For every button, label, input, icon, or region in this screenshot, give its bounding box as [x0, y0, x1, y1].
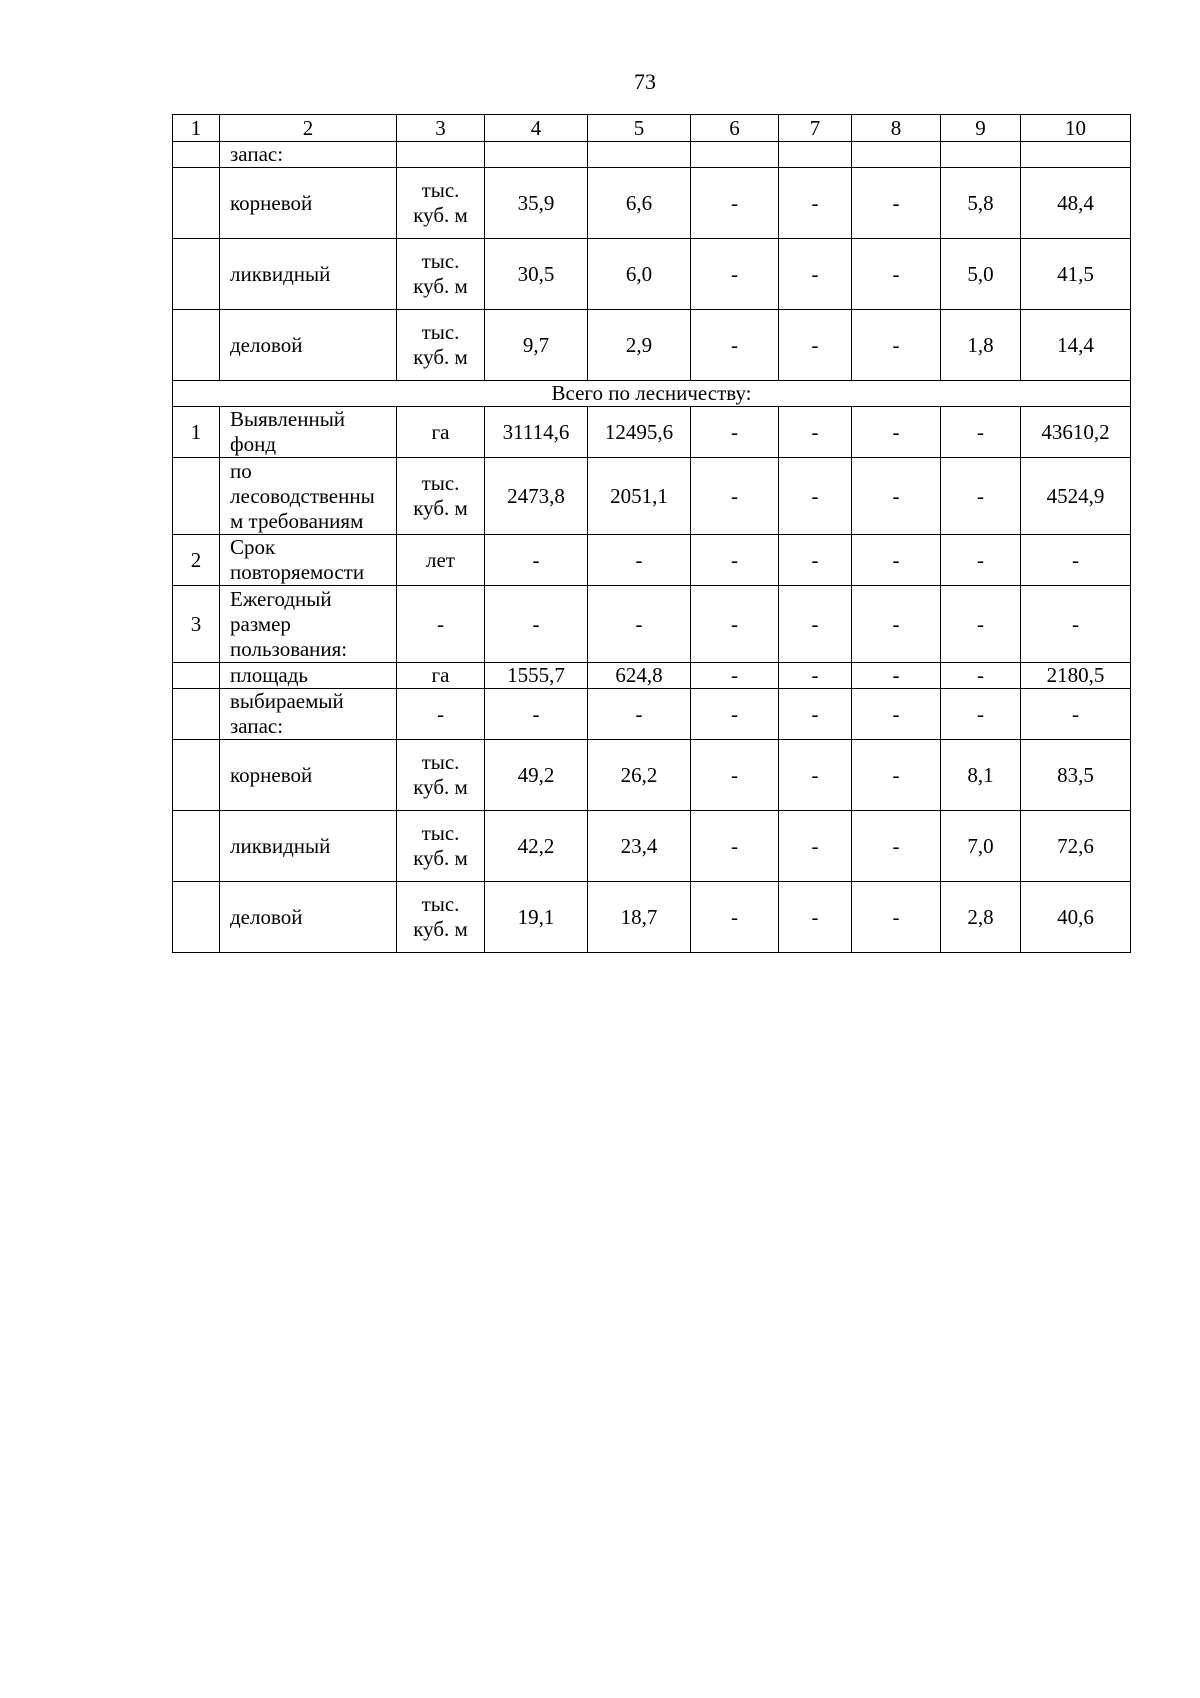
unit-line: тыс.	[421, 821, 460, 845]
indicator-name-line: корневой	[230, 762, 313, 787]
value-cell: -	[779, 689, 852, 740]
value-cell: -	[691, 740, 779, 811]
row-number-cell	[173, 811, 220, 882]
unit-line: тыс.	[421, 892, 460, 916]
value-cell: -	[852, 740, 941, 811]
header-cell: 2	[220, 115, 397, 142]
indicator-name-cell	[220, 535, 397, 586]
unit-line: куб. м	[413, 917, 468, 941]
unit-cell	[397, 882, 485, 953]
value-cell: -	[941, 663, 1021, 689]
unit-line: тыс.	[421, 178, 460, 202]
indicator-name-cell	[220, 239, 397, 310]
table-row	[173, 168, 1131, 239]
value-cell: 4524,9	[1021, 458, 1131, 535]
value-cell: -	[852, 689, 941, 740]
header-cell: 10	[1021, 115, 1131, 142]
value-cell: -	[691, 168, 779, 239]
value-cell	[1021, 142, 1131, 168]
unit-line: куб. м	[413, 846, 468, 870]
unit-cell	[397, 458, 485, 535]
indicator-name-cell	[220, 142, 397, 168]
table-row	[173, 310, 1131, 381]
unit-line: куб. м	[413, 775, 468, 799]
value-cell: 6,6	[588, 168, 691, 239]
indicator-name-line: запас:	[230, 714, 284, 738]
value-cell: -	[691, 689, 779, 740]
value-cell: -	[941, 689, 1021, 740]
value-cell: -	[941, 407, 1021, 458]
value-cell: 49,2	[485, 740, 588, 811]
value-cell: -	[779, 586, 852, 663]
value-cell: -	[852, 882, 941, 953]
unit-cell	[397, 586, 485, 663]
table-row	[173, 663, 1131, 689]
row-number-cell	[173, 239, 220, 310]
unit-line: -	[437, 701, 444, 726]
header-cell: 4	[485, 115, 588, 142]
value-cell: 2,8	[941, 882, 1021, 953]
table-row	[173, 239, 1131, 310]
table-row	[173, 586, 1131, 663]
indicator-name-cell	[220, 882, 397, 953]
value-cell: -	[941, 586, 1021, 663]
indicator-name-line: ликвидный	[230, 261, 331, 286]
value-cell	[588, 142, 691, 168]
indicator-name-line: Выявленный	[230, 407, 346, 431]
value-cell: -	[852, 239, 941, 310]
indicator-name-line: по	[230, 458, 252, 483]
unit-cell	[397, 535, 485, 586]
indicator-name-line: повторяемости	[230, 560, 365, 584]
value-cell: -	[852, 663, 941, 689]
value-cell	[852, 142, 941, 168]
unit-cell	[397, 407, 485, 458]
value-cell: -	[779, 882, 852, 953]
indicator-name-cell	[220, 689, 397, 740]
table-row	[173, 740, 1131, 811]
value-cell: -	[779, 811, 852, 882]
table-row	[173, 535, 1131, 586]
value-cell: -	[691, 535, 779, 586]
section-row	[173, 381, 1131, 407]
indicator-name-cell	[220, 407, 397, 458]
value-cell: 83,5	[1021, 740, 1131, 811]
indicator-name-line: деловой	[230, 332, 303, 357]
unit-line: га	[431, 663, 450, 687]
row-number-cell	[173, 310, 220, 381]
value-cell: -	[691, 663, 779, 689]
value-cell: -	[1021, 689, 1131, 740]
value-cell: 2473,8	[485, 458, 588, 535]
value-cell: 7,0	[941, 811, 1021, 882]
value-cell: 30,5	[485, 239, 588, 310]
unit-line: -	[437, 611, 444, 636]
row-number-cell	[173, 689, 220, 740]
value-cell: -	[691, 239, 779, 310]
header-row	[173, 115, 1131, 142]
indicator-name-cell	[220, 168, 397, 239]
unit-line: тыс.	[421, 320, 460, 344]
indicator-name-line: Ежегодный	[230, 586, 332, 611]
indicator-name-cell	[220, 663, 397, 689]
value-cell: -	[691, 310, 779, 381]
header-cell: 8	[852, 115, 941, 142]
value-cell: 2,9	[588, 310, 691, 381]
value-cell: 18,7	[588, 882, 691, 953]
value-cell: 1555,7	[485, 663, 588, 689]
indicator-name-cell	[220, 458, 397, 535]
value-cell: 2051,1	[588, 458, 691, 535]
unit-line: тыс.	[421, 249, 460, 273]
value-cell: -	[852, 811, 941, 882]
value-cell: 23,4	[588, 811, 691, 882]
unit-cell	[397, 689, 485, 740]
value-cell: -	[691, 407, 779, 458]
row-number-cell	[173, 663, 220, 689]
indicator-name-line: корневой	[230, 190, 313, 215]
table-row	[173, 142, 1131, 168]
value-cell: -	[852, 586, 941, 663]
indicator-name-line: Срок	[230, 535, 276, 559]
value-cell: 26,2	[588, 740, 691, 811]
table-row	[173, 458, 1131, 535]
value-cell: -	[1021, 586, 1131, 663]
unit-cell	[397, 663, 485, 689]
value-cell: 8,1	[941, 740, 1021, 811]
unit-line: куб. м	[413, 345, 468, 369]
unit-line: лет	[426, 547, 455, 572]
indicator-name-line: запас:	[230, 142, 284, 166]
row-number-cell	[173, 168, 220, 239]
value-cell: -	[941, 458, 1021, 535]
value-cell: -	[852, 407, 941, 458]
value-cell: 14,4	[1021, 310, 1131, 381]
indicator-name-line: пользования:	[230, 636, 348, 661]
value-cell: -	[779, 168, 852, 239]
table-body	[173, 115, 1131, 953]
header-cell: 9	[941, 115, 1021, 142]
value-cell: 40,6	[1021, 882, 1131, 953]
value-cell: -	[779, 535, 852, 586]
indicator-name-line: площадь	[230, 663, 308, 687]
table-row	[173, 882, 1131, 953]
table-row	[173, 689, 1131, 740]
indicator-name-cell	[220, 310, 397, 381]
indicator-name-cell	[220, 740, 397, 811]
value-cell: -	[691, 882, 779, 953]
value-cell: -	[588, 689, 691, 740]
row-number-cell	[173, 458, 220, 535]
value-cell: 6,0	[588, 239, 691, 310]
row-number-cell: 1	[173, 407, 220, 458]
row-number-cell	[173, 142, 220, 168]
value-cell: -	[779, 407, 852, 458]
indicator-name-line: выбираемый	[230, 689, 344, 713]
value-cell: 48,4	[1021, 168, 1131, 239]
indicator-name-cell	[220, 811, 397, 882]
value-cell	[941, 142, 1021, 168]
value-cell: 41,5	[1021, 239, 1131, 310]
value-cell: -	[691, 811, 779, 882]
forest-use-table	[172, 114, 1131, 953]
value-cell: 31114,6	[485, 407, 588, 458]
unit-line: куб. м	[413, 203, 468, 227]
value-cell: -	[941, 535, 1021, 586]
value-cell: -	[691, 586, 779, 663]
unit-line: тыс.	[421, 750, 460, 774]
value-cell	[691, 142, 779, 168]
value-cell: 5,8	[941, 168, 1021, 239]
indicator-name-cell	[220, 586, 397, 663]
value-cell: 72,6	[1021, 811, 1131, 882]
value-cell: -	[779, 239, 852, 310]
indicator-name-line: лесоводственны	[230, 483, 375, 508]
row-number-cell	[173, 740, 220, 811]
indicator-name-line: м требованиям	[230, 508, 364, 533]
unit-line: га	[431, 419, 450, 444]
value-cell: -	[588, 586, 691, 663]
value-cell: 624,8	[588, 663, 691, 689]
value-cell: -	[485, 586, 588, 663]
value-cell	[779, 142, 852, 168]
value-cell: 35,9	[485, 168, 588, 239]
value-cell: -	[852, 168, 941, 239]
header-cell: 1	[173, 115, 220, 142]
indicator-name-line: деловой	[230, 904, 303, 929]
row-number-cell: 3	[173, 586, 220, 663]
value-cell: -	[779, 663, 852, 689]
header-cell: 3	[397, 115, 485, 142]
value-cell: -	[691, 458, 779, 535]
value-cell: -	[852, 458, 941, 535]
value-cell: -	[485, 535, 588, 586]
value-cell: 9,7	[485, 310, 588, 381]
value-cell: 2180,5	[1021, 663, 1131, 689]
value-cell: -	[852, 535, 941, 586]
unit-line: куб. м	[413, 496, 468, 520]
unit-cell	[397, 740, 485, 811]
indicator-name-line: ликвидный	[230, 833, 331, 858]
value-cell: 5,0	[941, 239, 1021, 310]
header-cell: 6	[691, 115, 779, 142]
value-cell: -	[779, 740, 852, 811]
indicator-name-line: фонд	[230, 432, 277, 456]
page-number: 73	[634, 69, 656, 94]
value-cell: 42,2	[485, 811, 588, 882]
unit-line: тыс.	[421, 471, 460, 495]
unit-cell	[397, 142, 485, 168]
value-cell: -	[779, 458, 852, 535]
value-cell: 12495,6	[588, 407, 691, 458]
value-cell: -	[779, 310, 852, 381]
row-number-cell: 2	[173, 535, 220, 586]
value-cell: 43610,2	[1021, 407, 1131, 458]
value-cell: 19,1	[485, 882, 588, 953]
header-cell: 5	[588, 115, 691, 142]
unit-cell	[397, 811, 485, 882]
value-cell: -	[485, 689, 588, 740]
unit-cell	[397, 168, 485, 239]
unit-cell	[397, 239, 485, 310]
indicator-name-line: размер	[230, 611, 291, 636]
table-row	[173, 407, 1131, 458]
value-cell: -	[588, 535, 691, 586]
value-cell	[485, 142, 588, 168]
header-cell: 7	[779, 115, 852, 142]
table-row	[173, 811, 1131, 882]
row-number-cell	[173, 882, 220, 953]
value-cell: 1,8	[941, 310, 1021, 381]
section-title: Всего по лесничеству:	[173, 381, 1131, 407]
value-cell: -	[1021, 535, 1131, 586]
unit-line: куб. м	[413, 274, 468, 298]
value-cell: -	[852, 310, 941, 381]
unit-cell	[397, 310, 485, 381]
